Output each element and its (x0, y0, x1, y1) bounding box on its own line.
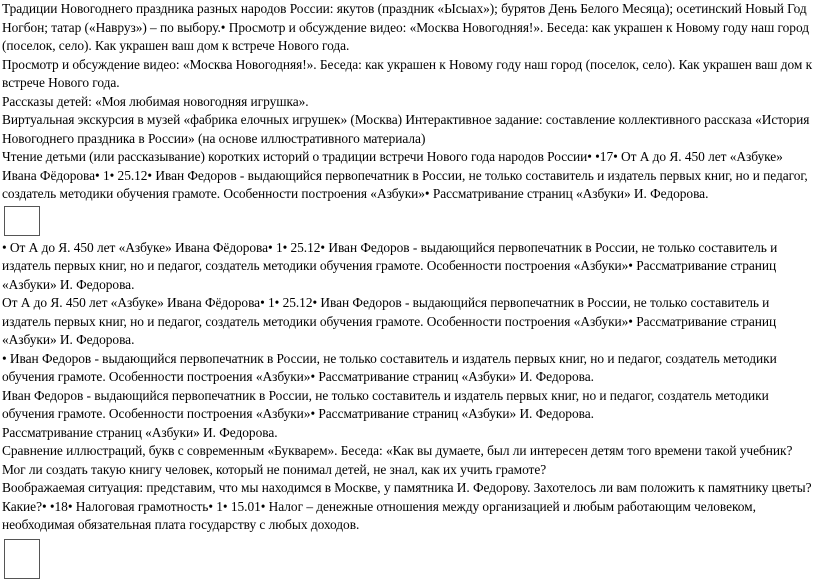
paragraph-pages-viewing: Рассматривание страниц «Азбуки» И. Федорова. (2, 424, 278, 440)
paragraph-virtual-excursion: Виртуальная экскурсия в музей «фабрика елочных игрушек» (Москва) Интерактивное задание: составление коллективного рассказа «История (2, 112, 810, 127)
paragraph-video-discussion: Просмотр и обсуждение видео: «Москва Новогодняя!». Беседа: как украшен к Новому году наш город (поселок, село). Как украшен ваш дом к встрече Нового года. (2, 56, 813, 90)
paragraph-fedorov-2: Иван Федоров - выдающийся первопечатник в России, не только составитель и издатель первых книг, но и педагог, создатель методики обучения грамоте. Особенности построения «Азбуки»• Рассматривание страниц «Азбуки» И. Федорова. (2, 387, 769, 421)
paragraph-fedorov-1: • Иван Федоров - выдающийся первопечатник в России, не только составитель и издатель первых книг, но и педагог, создатель методики обучения грамоте. Особенности построения «Азбуки»• Рассматривание страниц «Азбуки» И. Федорова. (2, 350, 777, 384)
paragraph-holiday-history: Новогоднего праздника в России» (на основе иллюстративного материала) (2, 130, 426, 146)
image-placeholder-box (4, 206, 40, 236)
paragraph-azbuka-2: От А до Я. 450 лет «Азбуке» Ивана Фёдорова• 1• 25.12• Иван Федоров - выдающийся первопечатник в России, не только составитель и издатель первых книг, но и педагог, создатель методики обучения грамоте. Особенности построения «Азбуки»• Рассматривание страниц «Азбуки» И. Федорова. (2, 295, 777, 347)
paragraph-imaginary-situation: Воображаемая ситуация: представим, что мы находимся в Москве, у памятника И. Федорову. Захотелось ли вам положить к памятнику цветы? Какие?• •18• Налоговая грамотность• 1• 15.01• Налог – денежные отношения между организацией и любым работающим человеком, необходимая обязательная плата государству с любых доходов. (2, 480, 812, 532)
image-placeholder-box-bottom (4, 539, 40, 579)
paragraph-comparison: Сравнение иллюстраций, букв с современным «Букварем». Беседа: «Как вы думаете, был ли интересен детям того времени такой учебник? Мог ли создать такую книгу человек, который не понимал детей, не знал, как их учить грамоте? (2, 443, 793, 477)
paragraph-children-stories: Рассказы детей: «Моя любимая новогодняя игрушка». (2, 93, 309, 109)
paragraph-reading-stories: Чтение детьми (или рассказывание) коротких историй о традиции встречи Нового года народов России• •17• От А до Я. 450 лет «Азбуке» Ивана Фёдорова• 1• 25.12• Иван Федоров - выдающийся первопечатник в России, не только составитель и издатель первых книг, но и педагог, создатель методики обучения грамоте. Особенности построения «Азбуки»• Рассматривание страниц «Азбуки» И. Федорова. (2, 149, 808, 201)
paragraph-traditions: Традиции Новогоднего праздника разных народов России: якутов (праздник «Ысыах»); бурятов День Белого Месяца); осетинский Новый Год Ногбон; татар («Навруз») – по выбору.• Просмотр и обсуждение видео: «Москва Новогодняя!». Беседа: как украшен к Новому году наш город (поселок, село). Как украшен ваш дом к встрече Нового года. (2, 1, 809, 53)
paragraph-azbuka-1: • От А до Я. 450 лет «Азбуке» Ивана Фёдорова• 1• 25.12• Иван Федоров - выдающийся первопечатник в России, не только составитель и издатель первых книг, но и педагог, создатель методики обучения грамоте. Особенности построения «Азбуки»• Рассматривание страниц «Азбуки» И. Федорова. (2, 239, 778, 292)
